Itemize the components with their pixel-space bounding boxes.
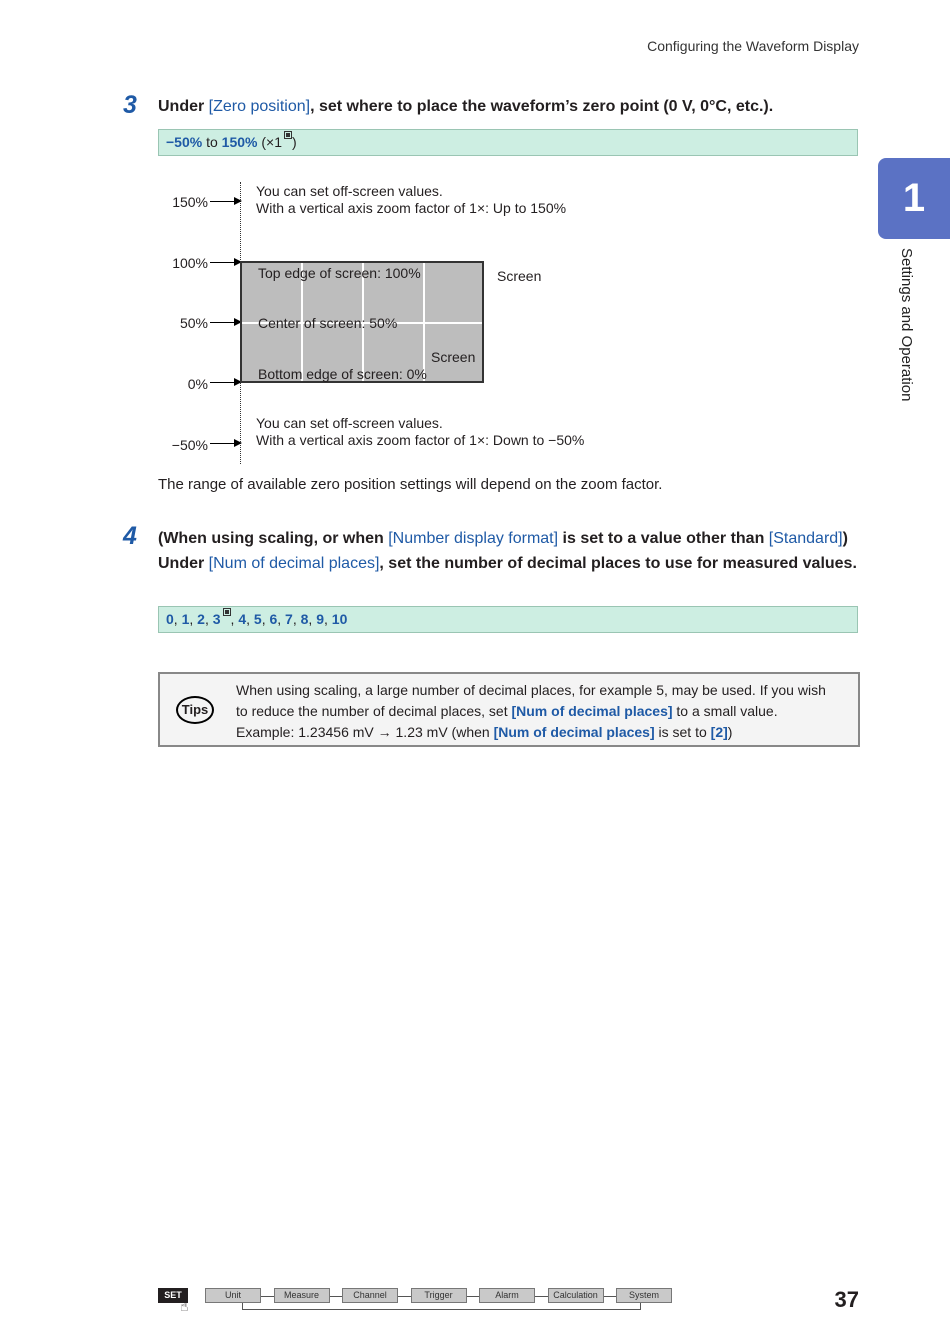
arrow-100-icon (210, 262, 240, 263)
nav-item-system[interactable]: System (616, 1288, 672, 1303)
chapter-label: Settings and Operation (898, 248, 915, 402)
label-50: 50% (179, 315, 208, 331)
center-label: Center of screen: 50% (258, 315, 398, 331)
page-number: 37 (834, 1287, 859, 1312)
screen-outer-label: Screen (497, 268, 542, 284)
options-box (158, 606, 858, 633)
option-value: 2 (197, 611, 205, 627)
decimal-options: 0, 1, 2, 3 , 4, 5, 6, 7, 8, 9, 10 (166, 611, 347, 627)
set-button[interactable]: SET (158, 1288, 188, 1303)
option-value: 0 (166, 611, 174, 627)
label-minus50: −50% (171, 437, 208, 453)
option-value: 1 (181, 611, 190, 627)
nav-connector (398, 1296, 411, 1297)
lower-note: You can set off-screen values. With a vertical axis zoom factor of 1×: Down to −50% (256, 415, 585, 448)
nav-item-unit[interactable]: Unit (205, 1288, 261, 1303)
nav-item-calculation[interactable]: Calculation (548, 1288, 604, 1303)
option-value: 9 (316, 611, 324, 627)
nav-item-channel[interactable]: Channel (342, 1288, 398, 1303)
top-edge-label: Top edge of screen: 100% (258, 265, 421, 281)
arrow-0-icon (210, 382, 240, 383)
screen-inner-label: Screen (431, 349, 476, 365)
label-150: 150% (172, 194, 208, 210)
nav-connector (535, 1296, 548, 1297)
option-value: 3 (212, 611, 221, 627)
label-100: 100% (172, 255, 208, 271)
step-heading: Under [Zero position], set where to place the waveform’s zero point (0 V, 0°C, etc.). (158, 98, 774, 115)
default-mark-icon (284, 131, 292, 139)
running-header: Configuring the Waveform Display (647, 38, 859, 54)
tips-text: When using scaling, a large number of decimal places, for example 5, may be used. If you wish to reduce the number of decimal places, set [Num of decimal places] to a small value. Example: 1.23456 mV → 1.23 mV (when [Num of decimal places] is set to [2]) (236, 682, 826, 740)
tips-badge: Tips (176, 696, 214, 724)
step-heading: (When using scaling, or when [Number display format] is set to a value other than [Standard]) Under [Num of decimal places], set the number of decimal places to use for measured values. (158, 530, 857, 572)
nav-item-alarm[interactable]: Alarm (479, 1288, 535, 1303)
arrow-minus50-icon (210, 443, 240, 444)
nav-bracket (242, 1303, 641, 1310)
arrow-150-icon (210, 201, 240, 202)
step-number: 4 (123, 522, 137, 550)
option-value: 6 (269, 611, 278, 627)
nav-connector (604, 1296, 617, 1297)
nav-connector (467, 1296, 480, 1297)
zoom-note: The range of available zero position settings will depend on the zoom factor. (158, 476, 663, 493)
step-number: 3 (123, 91, 137, 119)
tips-box (158, 672, 860, 747)
nav-connector (261, 1296, 274, 1297)
default-mark-icon (223, 608, 231, 616)
label-0: 0% (187, 376, 208, 392)
option-value: 10 (331, 611, 348, 627)
option-value: 4 (238, 611, 247, 627)
arrow-50-icon (210, 322, 240, 323)
nav-item-trigger[interactable]: Trigger (411, 1288, 467, 1303)
chapter-tab: 1 (878, 158, 950, 239)
option-value: 8 (300, 611, 309, 627)
option-value: 5 (253, 611, 262, 627)
hand-pointer-icon: ☝ (180, 1298, 189, 1314)
nav-connector (330, 1296, 343, 1297)
range-max: 150% (221, 134, 258, 150)
nav-item-measure[interactable]: Measure (274, 1288, 330, 1303)
setting-name: [Zero position] (208, 98, 311, 115)
option-value: 7 (285, 611, 293, 627)
range-min: −50% (166, 134, 203, 150)
setting-range-box: −50% to 150% (×1 ) (158, 129, 858, 156)
bottom-edge-label: Bottom edge of screen: 0% (258, 366, 427, 382)
upper-note: You can set off-screen values. With a vertical axis zoom factor of 1×: Up to 150% (256, 183, 567, 216)
